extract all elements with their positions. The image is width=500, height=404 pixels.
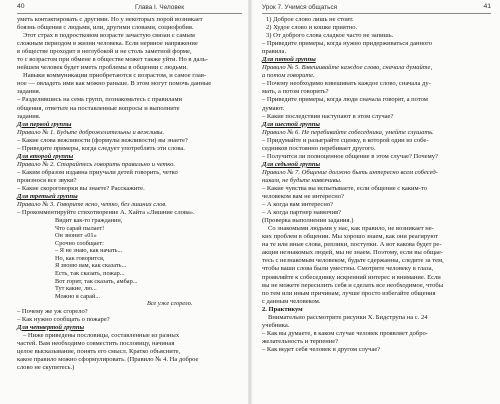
question-line: – Прокомментируйте стихотворение А. Хайта «Лишние слова». — [17, 209, 195, 217]
poem-line: – Я не знаю, как начать... — [55, 247, 123, 255]
question-line: – А когда партнер навязчив? — [262, 209, 342, 217]
text-line: Навыки коммуникации приобретаются с возрастом, и самое глав- — [23, 72, 207, 80]
question-line: задания. — [17, 112, 41, 120]
numbered-item: 2) Худое слово и кошке приятно. — [266, 24, 358, 32]
section-heading: Для второй группы — [17, 152, 74, 160]
text-line: уметь контактировать с другими. Но у некоторых порой возникает — [17, 16, 203, 23]
question-line: – Разделившись на семь групп, познакомьтесь с правилами — [17, 96, 182, 104]
text-line: слово не скупитесь.) — [17, 364, 75, 372]
running-title: Глава I. Человек — [135, 3, 184, 11]
text-line: ких проблем в общении. Мы хорошо знаем, как они реагируют — [262, 233, 439, 241]
running-title: Урок 7. Учимся общаться — [262, 3, 338, 11]
rule-line: Правило № 7. Общение должно быть интересно всем собесед- — [262, 168, 438, 176]
poem-line: Тут какие, лю... — [55, 285, 97, 293]
question-line: – Какие слова вежливости (формулы вежливости) вы знаете? — [17, 136, 188, 144]
poem-line: Вот горит, так сказать, амбар... — [55, 277, 138, 285]
numbered-item: 1) Доброе слово лишь не стоит. — [266, 16, 354, 23]
rule-line: Правило № 6. Не перебивайте собеседника, умейте слушать. — [262, 128, 434, 136]
question-line: – Почему же уж сгорело? — [17, 307, 88, 315]
text-line: (Проверка выполнения задания.) — [262, 217, 354, 225]
section-heading: Для первой группы — [17, 120, 72, 128]
question-line: мать, а потом говорить? — [262, 88, 329, 96]
rule-line: а потом говорите. — [262, 72, 315, 80]
question-line: – Приведите примеры, когда нужно придерживаться данного — [262, 40, 433, 48]
question-line: – Как нужно сообщать о пожаре? — [17, 315, 110, 323]
question-line: седников постоянно перебивает другого. — [262, 144, 376, 152]
page-number: 41 — [483, 3, 491, 10]
question-line: – Почему необходимо взвешивать каждое слово, сначала ду- — [262, 80, 431, 88]
poem-line: Все уже сгорело. — [147, 300, 193, 308]
question-line: – Приведите примеры, когда люди сначала говорят, а потом — [262, 96, 428, 104]
rule-line: Правило № 5. Взвешивайте каждое слово, сначала думайте, — [262, 64, 433, 72]
poem-line: Я звоню вам, как сказать... — [55, 262, 127, 270]
section-heading: Для третьей группы — [17, 193, 78, 201]
rule-line: Правило № 1. Будьте доброжелательны и вежливы. — [17, 128, 165, 136]
question-line: думают. — [262, 104, 285, 112]
text-line: Внимательно рассмотрите рисунки Х. Бидструпа на с. 24 — [268, 313, 428, 321]
text-line: учебника. — [262, 321, 290, 329]
text-line: акция незнакомых людей, мы не знаем. Поэтому, если вы общае- — [262, 249, 444, 257]
numbered-item: 3) От доброго слова сладкое часто не запишь. — [266, 32, 394, 40]
poem-line: Срочно сообщает: — [55, 239, 104, 247]
text-line: по тем или иным причинам, лучше просто избегайте общения — [262, 289, 436, 297]
text-line: на те или иные слова, реплики, поступки. А вот какова будет ре- — [262, 241, 442, 249]
question-line: – Какие последствия наступают в этом случае? — [262, 112, 394, 120]
question-line: человеком вам не интересно? — [262, 193, 344, 201]
text-line: Со знакомыми людьми у нас, как правило, не возникает не- — [268, 225, 434, 233]
subsection-heading: 2. Практикум — [262, 305, 303, 313]
rule-line: Правило № 3. Говорите ясно, четко, без лишних слов. — [17, 201, 167, 209]
question-line: – Каким образом издавна приучали детей говорить, четко — [17, 168, 178, 176]
question-line: – Получится ли полноценное общение в этом случае? Почему? — [262, 152, 438, 160]
question-line: – Приведите примеры, когда следует употреблять эти слова. — [17, 144, 185, 152]
right-page — [250, 0, 500, 404]
question-line: общения, ответьте на поставленные вопросы и выполните — [17, 104, 180, 112]
section-heading: Для шестой группы — [262, 120, 320, 128]
text-line: Этот страх в подростковом возрасте зачастую связан с самым — [23, 32, 195, 40]
poem-line: Есть, так сказать, пожар... — [55, 270, 125, 277]
running-header — [17, 2, 242, 14]
section-heading: Для седьмой группы — [262, 160, 321, 168]
text-line: в обществе проходит в неглубокой и не столь заметной форме, — [17, 48, 192, 56]
question-line: – Придумайте и разыграйте сценку, в которой один из собе- — [262, 136, 429, 144]
poem-line: Он звонит «01» — [55, 232, 97, 240]
question-line: желательность и терпение? — [262, 337, 339, 345]
question-line: произнося все звуки? — [17, 176, 77, 184]
poem-line: Можно я сарай... — [55, 292, 101, 300]
text-line: ное — овладеть ими как можно раньше. В этом могут помочь данные — [17, 80, 212, 88]
page-body — [17, 16, 242, 372]
text-line: нейшем человек будет иметь проблемы в общении с людьми. — [17, 64, 188, 72]
question-line: – Какие чувства вы испытываете, если общение с каким-то — [262, 184, 427, 192]
text-line: тесь с незнакомым человеком, будьте сдержанны, следите за тем, — [262, 257, 444, 265]
text-line: задания. — [17, 88, 41, 96]
text-line: – Ниже приведены пословицы, составленные из разных — [23, 331, 180, 339]
text-line: проявляйте к собеседнику искренний интерес и внимание. Если — [262, 273, 441, 281]
page-body — [262, 16, 491, 354]
text-line: с данным человеком. — [262, 297, 321, 305]
text-line: чтобы ваши слова были уместны. Смотрите человеку в глаза, — [262, 265, 434, 273]
question-line: правила. — [262, 48, 287, 56]
section-heading: Для четвертой группы — [17, 323, 85, 331]
text-line: то с возрастом при обмене в обществе может также уйти. Но в даль- — [17, 56, 208, 64]
page-number: 40 — [17, 3, 25, 10]
poem-line: Видит как-то гражданин, — [55, 217, 123, 225]
question-line: – Какие скороговорки вы знаете? Расскажите. — [17, 184, 145, 192]
text-line: какое правило можно сформулировать. (Правило № 4. На доброе — [17, 356, 199, 364]
text-line: вы не можете пересилить себя и сделать все необходимое, чтобы — [262, 281, 444, 289]
question-line: – А когда вам интересно? — [262, 201, 334, 209]
text-line: сложным периодом в жизни человека. Если нервное напряжение — [17, 40, 198, 48]
question-line: – Как ведет себя человек в другом случае? — [262, 345, 381, 353]
rule-line: никам, не будьте навязчивы. — [262, 176, 342, 184]
poem-line: Что сарай пылает! — [55, 224, 105, 232]
text-line: целое высказывание, понять его смысл. Кратко объясните, — [17, 347, 181, 355]
section-heading: Для пятой группы — [262, 56, 316, 64]
text-line: частей. Вам необходимо совместить пословицу, начиная — [17, 339, 175, 347]
rule-line: Правило № 2. Старайтесь говорить правильно и четко. — [17, 160, 176, 168]
poem-line: Но, как говорится, — [55, 254, 105, 262]
text-line: боязнь общения с людьми, или, другими словами, социофобия. — [17, 24, 194, 32]
running-header — [262, 2, 491, 14]
question-line: – Как вы думаете, в каком случае человек проявляет добро- — [262, 329, 428, 337]
